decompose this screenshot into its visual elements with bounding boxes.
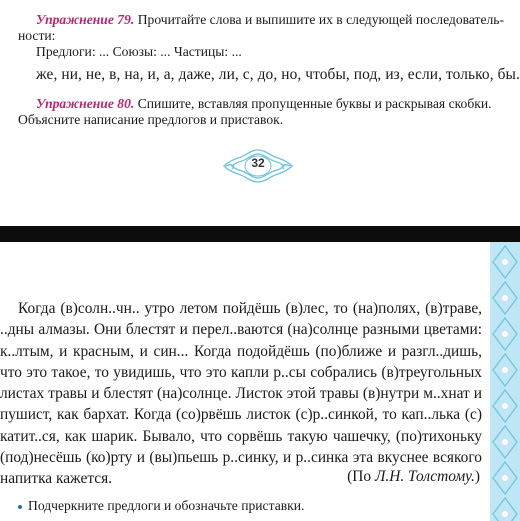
text-line: Когда (в)солн..чн.. утро летом пойдёшь (в)лес, то (на)полях, (в)траве, xyxy=(18,300,482,317)
attribution xyxy=(347,468,480,486)
text-line: что это такое, то увидишь, что это капли р..сы собрались (в)треугольных xyxy=(0,363,482,381)
exercise-79-label: Упражнение 79. xyxy=(36,12,135,27)
exercise-80 xyxy=(18,96,506,128)
text-line: напитка кажется. xyxy=(0,470,112,488)
text-line: к..лтым, и красным, и син... Когда подойдёшь (по)ближе и разгл..дишь, xyxy=(0,342,482,360)
text-line: пушист, как бархат. Когда (со)рвёшь листок (с)р..синкой, то кап..лька (с) xyxy=(0,406,482,424)
task-instruction xyxy=(18,498,304,514)
lower-page xyxy=(0,242,520,521)
page-number: 32 xyxy=(251,156,265,170)
exercise-79-word-list: же, ни, не, в, на, и, а, даже, ли, с, до, но, чтобы, под, из, если, только, бы. xyxy=(36,66,520,83)
upper-page xyxy=(0,0,520,226)
text-line: катит..ся, как шарик. Бывало, что сорвёшь такую чашечку, (по)тихоньку xyxy=(0,427,482,445)
attribution-close: ) xyxy=(474,468,480,485)
text-line: (под)несёшь (ко)рту и (вы)пьешь р..синку, и р..синка эта вкуснее всякого xyxy=(0,449,482,467)
page-gap-band xyxy=(0,226,520,242)
attribution-author: Л.Н. Толстому. xyxy=(374,468,475,485)
exercise-80-label: Упражнение 80. xyxy=(36,96,135,111)
task-text: Подчеркните предлоги и обозначьте приставки. xyxy=(28,498,305,513)
decorative-side-pattern-icon xyxy=(490,242,520,521)
attribution-open: (По xyxy=(347,468,375,485)
exercise-79 xyxy=(18,12,506,44)
exercise-80-instruction: Спишите, вставляя пропущенные буквы и раскрывая скобки. Объясните написание предлогов и приставок. xyxy=(18,96,492,127)
exercise-79-instruction: Прочитайте слова и выпишите их в следующей последователь-ности: xyxy=(18,12,505,43)
text-line: ..дны алмазы. Они блестят и перел..ваются (на)солнце разными цветами: xyxy=(0,321,482,339)
bullet-icon xyxy=(18,505,22,509)
exercise-80-text xyxy=(0,298,482,490)
exercise-79-categories: Предлоги: ... Союзы: ... Частицы: ... xyxy=(36,44,242,59)
text-line: листах травы и блестят (на)солнце. Листок этой травы (в)нутри м..хнат и xyxy=(0,385,482,403)
